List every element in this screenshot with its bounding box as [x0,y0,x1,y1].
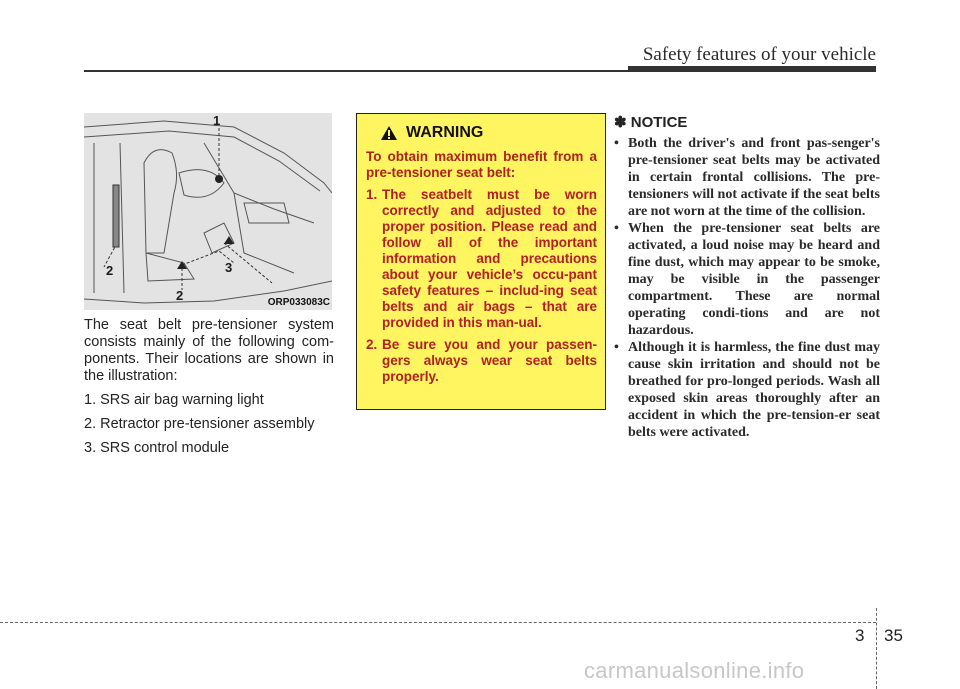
callout-2-left: 2 [106,263,114,278]
bullet: • [614,340,619,355]
figure-caption: ORP033083C [267,297,330,308]
list-item [614,339,880,441]
notice-section [614,113,880,441]
page-header-title: Safety features of your vehicle [642,44,876,65]
item-text: Although it is harmless, the fine dust may cause skin irritation and should not be breathed for pro-longed periods. Wash all exposed skin areas thoroughly after an accident in which the pre-tension-er seat belts were activated. [628,340,880,440]
bullet: • [614,136,619,151]
notice-title: ✽ NOTICE [614,114,688,131]
warning-title: WARNING [406,124,484,141]
item-text: Be sure you and your passen-gers always wear seat belts properly. [382,337,597,384]
component-list [84,392,334,457]
pretensioner-description [84,317,334,464]
callout-2-bottom: 2 [176,288,184,303]
callout-1: 1 [213,113,221,128]
page-number: 35 [884,626,903,645]
list-item [614,135,880,220]
intro-paragraph: The seat belt pre-tensioner system consists mainly of the following com-ponents. Their locations are shown in the illustration: [84,317,334,384]
list-item: 2. Retractor pre-tensioner assembly [84,416,315,432]
item-number: 1. [366,187,378,202]
footer-divider [876,608,877,689]
car-interior-drawing [84,113,332,310]
list-item [366,187,597,331]
seatbelt-illustration [84,113,332,310]
callout-3: 3 [225,260,233,275]
notice-list [614,135,880,441]
item-text: The seatbelt must be worn correctly and adjusted to the proper position. Please read and follow all of the important information and precautions about your vehicle’s occu-pant safety features – includ-ing seat belts and air bags – that are provided in this man-ual. [382,187,597,330]
list-item [366,337,597,385]
item-text: Both the driver's and front pas-senger's pre-tensioner seat belts may be activated in certain frontal collisions. The pre-tensioners will not activate if the seat belts are not worn at the time of the collision. [628,136,880,219]
warning-triangle-icon [380,125,398,141]
warning-light-marker [215,175,223,183]
list-item [614,220,880,339]
bullet: • [614,221,619,236]
footer-rule [0,622,876,623]
list-item: 3. SRS control module [84,440,230,456]
warning-header [380,124,597,142]
chapter-number: 3 [855,626,865,645]
item-number: 2. [366,337,378,352]
header-accent-bar [628,66,876,72]
warning-list [366,187,597,385]
item-text: When the pre-tensioner seat belts are activated, a loud noise may be heard and fine dust, which may appear to be smoke, may be visible in the passenger compartment. These are normal operating condi-tions and are not hazardous. [628,221,880,338]
list-item: 1. SRS air bag warning light [84,392,264,408]
watermark: carmanualsonline.info [584,658,805,683]
warning-intro: To obtain maximum benefit from a pre-tensioner seat belt: [366,149,597,180]
warning-box [356,113,606,410]
